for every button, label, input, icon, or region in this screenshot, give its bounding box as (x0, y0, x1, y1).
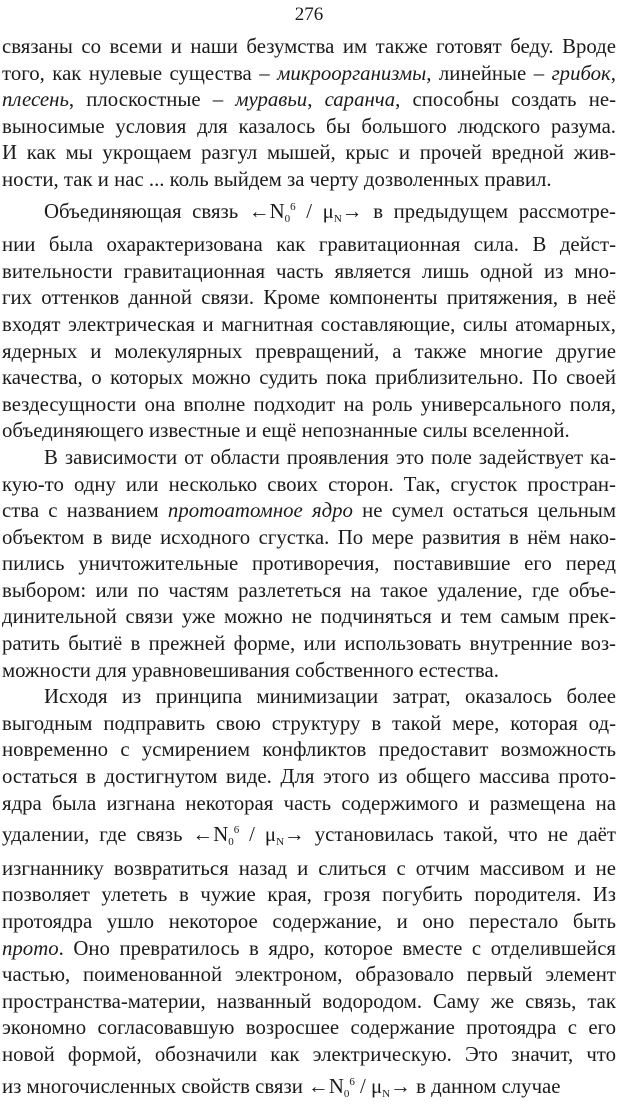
text-line-content (2, 339, 616, 366)
text-run: того, как нулевые существа – (2, 61, 278, 85)
text-line (2, 167, 616, 194)
text-run: , (610, 61, 616, 85)
text-line (2, 764, 616, 791)
text-run: ядерных и молекулярных превращений, а также многие другие (2, 339, 616, 363)
text-line-content (2, 989, 616, 1016)
text-line (2, 259, 616, 286)
text-line-content (2, 418, 570, 445)
text-run: удалении, где связь ←N (2, 823, 229, 847)
text-run: динительной связи уже можно не подчиняться и тем самым прек- (2, 605, 616, 629)
subscript: N (333, 212, 342, 225)
text-run: → установилась такой, что не даёт (284, 823, 617, 847)
text-line (2, 817, 616, 856)
text-line-content (2, 551, 616, 578)
text-line-content (2, 472, 616, 499)
text-line-content (2, 498, 616, 525)
text-line (2, 114, 616, 141)
text-line (2, 365, 616, 392)
text-line (2, 285, 616, 312)
subscript: N (276, 836, 285, 849)
text-line (2, 791, 616, 818)
text-line (2, 989, 616, 1016)
text-line (2, 445, 616, 472)
page-number: 276 (294, 4, 324, 25)
text-run: , плоскостные – (68, 88, 236, 112)
text-line-content (2, 1069, 561, 1107)
text-run: . Оно превратилось в ядро, которое вместе с отделившейся (58, 936, 616, 960)
text-line (2, 87, 616, 114)
text-run: Исходя из принципа минимизации затрат, оказалось более (44, 685, 616, 709)
italic-term: плесень (2, 88, 69, 112)
text-line-content (2, 909, 616, 936)
text-line-content (2, 365, 616, 392)
superscript: 6 (290, 200, 296, 213)
italic-term: микроорганизмы (277, 61, 427, 85)
text-run: ности, так и нас ... коль выйдем за черту дозволенных правил. (2, 167, 552, 191)
text-run: экономно согласовавшую возросшее содержание протоядра с его (2, 1016, 616, 1040)
text-line (2, 525, 616, 552)
text-line (2, 339, 616, 366)
text-line-content (2, 658, 499, 685)
text-line-content (2, 936, 616, 963)
text-run: И как мы укрощаем разгул мышей, крыс и прочей вредной жив- (2, 141, 616, 165)
text-run: протоядра ушло некоторое содержание, и оно перестало быть (2, 910, 616, 933)
text-run: Объединяющая связь ←N (44, 199, 285, 223)
text-run: → в данном случае (390, 1074, 561, 1098)
text-line-content (2, 114, 616, 141)
text-line (2, 856, 616, 883)
text-line (2, 392, 616, 419)
text-line (2, 1015, 616, 1042)
text-run: новой формой, обозначили как электрическую. Это значит, что (2, 1042, 616, 1066)
text-run: можности для уравновешивания собственного естества. (2, 658, 499, 682)
italic-term: муравьи (235, 88, 308, 112)
text-line (2, 737, 616, 764)
text-line-content (2, 791, 616, 818)
text-line-content (2, 631, 616, 658)
text-line-content (2, 1042, 616, 1069)
text-line-content (2, 962, 616, 989)
text-line-content (2, 312, 616, 339)
text-line-content (2, 232, 616, 259)
text-line (2, 631, 616, 658)
text-run: В зависимости от области проявления это поле задействует ка- (44, 445, 616, 469)
text-line-content (2, 711, 616, 738)
text-run: , линейные – (426, 61, 552, 85)
text-line-content (2, 737, 616, 764)
text-run: ядра была изгнана некоторая часть содержимого и размещена на (2, 791, 616, 815)
text-line-content (2, 392, 616, 419)
text-line (2, 604, 616, 631)
text-line-content (2, 87, 616, 114)
text-line-content (2, 259, 616, 286)
text-line-content (44, 194, 616, 233)
text-line-content (2, 61, 616, 88)
text-line-content (2, 604, 616, 631)
italic-term: саранча (324, 88, 396, 112)
text-line-content (2, 1015, 616, 1042)
text-run: не сумел остаться цельным (352, 499, 616, 523)
text-run: выгодным подправить свою структуру в такой мере, которая од- (2, 711, 616, 735)
text-line-content (2, 578, 616, 605)
subscript: 0 (343, 1087, 350, 1100)
text-run: входят электрическая и магнитная составляющие, силы атомарных, (2, 312, 616, 336)
text-run: объединяющего известные и ещё непознанные силы вселенной. (2, 419, 570, 443)
text-line-content (2, 285, 616, 312)
text-run: / μ (295, 199, 334, 223)
text-line (2, 472, 616, 499)
text-run: ства с названием (2, 499, 168, 523)
text-run: остаться в достигнутом виде. Для этого из общего массива прото- (2, 765, 616, 789)
text-run: новременно с усмирением конфликтов предоставит возможность (2, 738, 616, 762)
text-line-content (2, 882, 616, 909)
text-line (2, 909, 616, 936)
text-line (2, 882, 616, 909)
text-line (2, 232, 616, 259)
text-run: частью, поименованной электроном, образовало первый элемент (2, 963, 616, 987)
text-run: выбором: или по частям разлететься на такое удаление, где объе- (2, 578, 616, 602)
text-run: нии была охарактеризована как гравитационная сила. В дейст- (2, 233, 616, 257)
text-line (2, 1042, 616, 1069)
text-line (2, 1069, 616, 1107)
subscript: 0 (228, 836, 234, 849)
text-run: → в предыдущем рассмотре- (341, 199, 616, 223)
text-line (2, 551, 616, 578)
text-run: пились уничтожительные противоречия, поставившие его перед (2, 552, 616, 576)
text-run: , способны создать не- (395, 88, 616, 112)
text-line (2, 140, 616, 167)
text-line (2, 684, 616, 711)
text-run: / μ (354, 1074, 383, 1098)
text-line-content (2, 856, 616, 883)
text-line (2, 962, 616, 989)
text-run: пространства-материи, названный водородом. Саму же связь, так (2, 989, 616, 1013)
text-line (2, 578, 616, 605)
text-line (2, 194, 616, 233)
text-line (2, 34, 616, 61)
text-run: изгнаннику возвратиться назад и слиться с отчим массивом и не (2, 856, 616, 880)
italic-term: прото (2, 936, 59, 960)
text-line-content (44, 445, 616, 472)
text-run: позволяет улететь в чужие края, грозя погубить породителя. Из (2, 883, 616, 907)
text-run: из многочисленных свойств связи ←N (2, 1074, 344, 1098)
text-line-content (2, 140, 616, 167)
text-line (2, 711, 616, 738)
subscript: 0 (284, 212, 291, 225)
subscript: N (382, 1087, 391, 1100)
text-line-content (2, 34, 616, 61)
text-run: ратить бытиё в прежней форме, или использовать внутренние воз- (2, 632, 616, 656)
italic-term: протоатомное ядро (167, 499, 353, 523)
text-line-content (2, 817, 616, 856)
italic-term: грибок (551, 61, 611, 85)
text-run: связаны со всеми и наши безумства им также готовят беду. Вроде (2, 35, 616, 58)
body-text (2, 34, 616, 1107)
text-run: объектом в виде исходного сгустка. По мере развития в нём нако- (2, 525, 616, 549)
text-run: , (307, 88, 325, 112)
text-run: гих оттенков данной связи. Кроме компоненты притяжения, в неё (2, 286, 616, 310)
text-run: / μ (239, 823, 277, 847)
text-run: качества, о которых можно судить пока приблизительно. По своей (2, 366, 616, 390)
text-line-content (2, 167, 552, 194)
text-run: кую-то одну или несколько своих сторон. Так, сгусток простран- (2, 472, 616, 496)
text-line (2, 418, 616, 445)
superscript: 6 (233, 824, 240, 837)
text-line (2, 312, 616, 339)
text-run: выносимые условия для казалось бы большого людского разума. (2, 114, 616, 138)
text-run: вездесущности она вполне подходит на роль универсального поля, (2, 392, 616, 416)
text-line (2, 61, 616, 88)
text-line-content (2, 525, 616, 552)
superscript: 6 (349, 1075, 355, 1088)
text-run: вительности гравитационная часть является лишь одной из мно- (2, 259, 616, 283)
text-line (2, 658, 616, 685)
text-line (2, 498, 616, 525)
text-line (2, 936, 616, 963)
text-line-content (44, 684, 616, 711)
text-line-content (2, 764, 616, 791)
